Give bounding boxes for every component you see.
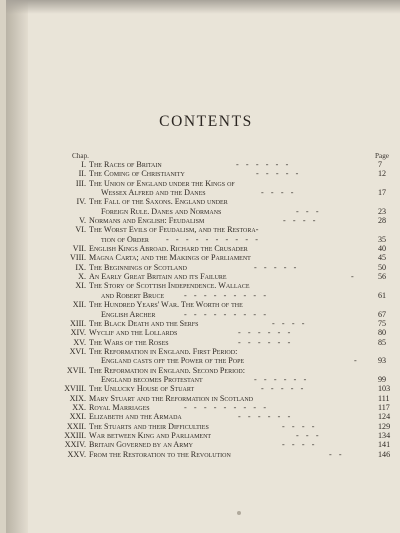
chapter-number: XXII. bbox=[66, 421, 86, 431]
page-number: 17 bbox=[378, 188, 387, 198]
chapter-title: An Early Great Britain and its Failure bbox=[89, 272, 227, 282]
chapter-title: Magna Carta; and the Makings of Parliament bbox=[89, 253, 251, 263]
toc-row bbox=[6, 338, 400, 347]
leader-dots: - - - - bbox=[283, 216, 319, 226]
toc-row bbox=[6, 169, 400, 178]
page-number: 111 bbox=[378, 393, 390, 403]
toc-row bbox=[6, 281, 400, 290]
chapter-title: Britain Governed by an Army bbox=[89, 440, 193, 450]
chapter-title: The Hundred Years' War. The Worth of the bbox=[89, 300, 243, 310]
page-number: 35 bbox=[378, 234, 387, 244]
chapter-number: XIX. bbox=[69, 393, 86, 403]
chapter-number: XV. bbox=[73, 337, 86, 347]
toc-row bbox=[6, 431, 400, 440]
page-number: 141 bbox=[378, 440, 391, 450]
page-top-shadow bbox=[6, 0, 400, 14]
chapter-title: The Reformation in England. Second Period: bbox=[89, 365, 246, 375]
table-of-contents bbox=[6, 160, 400, 459]
chapter-title: Wessex Alfred and the Danes bbox=[101, 188, 206, 198]
toc-row bbox=[6, 207, 400, 216]
chapter-number: VII. bbox=[72, 244, 86, 254]
chapter-title: Royal Marriages bbox=[89, 402, 150, 412]
page-number: 129 bbox=[378, 421, 391, 431]
toc-row bbox=[6, 216, 400, 225]
toc-row bbox=[6, 394, 400, 403]
toc-row bbox=[6, 375, 400, 384]
page-number: 45 bbox=[378, 253, 387, 263]
leader-dots: - - - - bbox=[282, 440, 318, 450]
chapter-number: XVIII. bbox=[64, 384, 86, 394]
leader-dots: - - - - - - bbox=[238, 328, 293, 338]
toc-row bbox=[6, 319, 400, 328]
toc-row bbox=[6, 328, 400, 337]
page-number: 28 bbox=[378, 216, 387, 226]
chapter-title: The Wars of the Roses bbox=[89, 337, 169, 347]
page-number: 124 bbox=[378, 412, 391, 422]
chapter-number: XVII. bbox=[66, 365, 86, 375]
toc-row bbox=[6, 450, 400, 459]
leader-dots: - - - - - bbox=[261, 384, 306, 394]
toc-row bbox=[6, 253, 400, 262]
leader-dots: - - - - - - - - - - bbox=[166, 234, 261, 244]
page-number: 23 bbox=[378, 206, 387, 216]
page-number: 75 bbox=[378, 318, 387, 328]
chapter-number: II. bbox=[78, 169, 86, 179]
chapter-number: XIV. bbox=[70, 328, 86, 338]
toc-row bbox=[6, 272, 400, 281]
toc-row bbox=[6, 403, 400, 412]
chapter-number: IX. bbox=[75, 262, 86, 272]
chapter-number: XXI. bbox=[69, 412, 86, 422]
toc-row bbox=[6, 384, 400, 393]
chapter-number: XXV. bbox=[67, 449, 86, 459]
leader-dots: - - bbox=[329, 449, 345, 459]
chapter-number: V. bbox=[79, 216, 86, 226]
chapter-title: The Races of Britain bbox=[89, 160, 162, 169]
chapter-title: Mary Stuart and the Reformation in Scotland bbox=[89, 393, 254, 403]
toc-row bbox=[6, 244, 400, 253]
chapter-title: England becomes Protestant bbox=[101, 374, 203, 384]
chapter-number: XIII. bbox=[70, 318, 86, 328]
toc-row bbox=[6, 356, 400, 365]
chapter-number: VI. bbox=[75, 225, 86, 235]
page-number: 50 bbox=[378, 262, 387, 272]
chapter-column-header: Chap. bbox=[72, 152, 89, 160]
page-number: 85 bbox=[378, 337, 387, 347]
page-number: 12 bbox=[378, 169, 387, 179]
chapter-number: VIII. bbox=[70, 253, 86, 263]
toc-row bbox=[6, 310, 400, 319]
toc-row bbox=[6, 160, 400, 169]
chapter-number: XII. bbox=[72, 300, 86, 310]
toc-row bbox=[6, 291, 400, 300]
chapter-title: From the Restoration to the Revolution bbox=[89, 449, 231, 459]
leader-dots: - - - - - - bbox=[238, 412, 293, 422]
chapter-number: XXIII. bbox=[64, 430, 86, 440]
leader-dots: - - - bbox=[296, 430, 322, 440]
chapter-title: and Robert Bruce bbox=[101, 290, 165, 300]
page-number: 40 bbox=[378, 244, 387, 254]
chapter-title: Normans and English: Feudalism bbox=[89, 216, 205, 226]
toc-row bbox=[6, 347, 400, 356]
contents-title: CONTENTS bbox=[159, 113, 253, 130]
leader-dots: - bbox=[354, 356, 360, 366]
leader-dots: - - - - bbox=[272, 318, 308, 328]
chapter-title: Foreign Rule. Danes and Normans bbox=[101, 206, 222, 216]
chapter-title: England casts off the Power of the Pope bbox=[101, 356, 245, 366]
leader-dots: - - - - - bbox=[256, 169, 301, 179]
page-number: 61 bbox=[378, 290, 387, 300]
toc-row bbox=[6, 440, 400, 449]
chapter-title: The Fall of the Saxons. England under bbox=[89, 197, 228, 207]
chapter-title: tion of Order bbox=[101, 234, 149, 244]
toc-row bbox=[6, 179, 400, 188]
leader-dots: - - - - - - bbox=[238, 337, 293, 347]
chapter-title: Wyclif and the Lollards bbox=[89, 328, 178, 338]
toc-row bbox=[6, 225, 400, 234]
chapter-number: XVI. bbox=[69, 346, 86, 356]
page-number: 103 bbox=[378, 384, 391, 394]
chapter-title: The Beginnings of Scotland bbox=[89, 262, 187, 272]
chapter-title: The Union of England under the Kings of bbox=[89, 178, 235, 188]
toc-row bbox=[6, 366, 400, 375]
toc-row bbox=[6, 263, 400, 272]
chapter-title: English Kings Abroad. Richard the Crusader bbox=[89, 244, 248, 254]
chapter-number: XI. bbox=[75, 281, 86, 291]
leader-dots: - - - - bbox=[261, 188, 297, 198]
page-number: 67 bbox=[378, 309, 387, 319]
leader-dots: - bbox=[351, 272, 357, 282]
chapter-number: IV. bbox=[76, 197, 86, 207]
chapter-title: The Black Death and the Serfs bbox=[89, 318, 199, 328]
chapter-title: The Story of Scottish Independence. Wallace bbox=[89, 281, 250, 291]
leader-dots: - - - - - - bbox=[254, 374, 309, 384]
page-mark bbox=[237, 511, 241, 515]
leader-dots: - - - - - - - - - bbox=[184, 309, 269, 319]
toc-row bbox=[6, 235, 400, 244]
chapter-title: The Worst Evils of Feudalism, and the Restora- bbox=[89, 225, 259, 235]
toc-row bbox=[6, 197, 400, 206]
toc-row bbox=[6, 188, 400, 197]
leader-dots: - - - - - - - - - bbox=[184, 402, 269, 412]
leader-dots: - - - bbox=[296, 206, 322, 216]
chapter-title: The Unlucky House of Stuart bbox=[89, 384, 195, 394]
leader-dots: - - - - - - - - - bbox=[184, 290, 269, 300]
page-number: 93 bbox=[378, 356, 387, 366]
chapter-number: XX. bbox=[72, 402, 86, 412]
chapter-number: I. bbox=[81, 160, 86, 169]
page-number: 80 bbox=[378, 328, 387, 338]
toc-row bbox=[6, 422, 400, 431]
chapter-title: The Coming of Christianity bbox=[89, 169, 185, 179]
page-number: 117 bbox=[378, 402, 390, 412]
chapter-number: X. bbox=[78, 272, 86, 282]
page-number: 56 bbox=[378, 272, 387, 282]
leader-dots: - - - - - - bbox=[236, 160, 291, 169]
chapter-number: XXIV. bbox=[64, 440, 86, 450]
chapter-title: War between King and Parliament bbox=[89, 430, 212, 440]
page-number: 99 bbox=[378, 374, 387, 384]
toc-row bbox=[6, 412, 400, 421]
chapter-title: The Stuarts and their Difficulties bbox=[89, 421, 209, 431]
page-number: 146 bbox=[378, 449, 391, 459]
page-column-header: Page bbox=[375, 152, 389, 160]
leader-dots: - - - - - bbox=[254, 262, 299, 272]
page-number: 134 bbox=[378, 430, 391, 440]
chapter-number: III. bbox=[75, 178, 86, 188]
chapter-title: The Reformation in England. First Period: bbox=[89, 346, 238, 356]
chapter-title: English Archer bbox=[101, 309, 156, 319]
leader-dots: - - - - bbox=[282, 421, 318, 431]
chapter-title: Elizabeth and the Armada bbox=[89, 412, 182, 422]
toc-row bbox=[6, 300, 400, 309]
page-number: 7 bbox=[378, 160, 383, 169]
